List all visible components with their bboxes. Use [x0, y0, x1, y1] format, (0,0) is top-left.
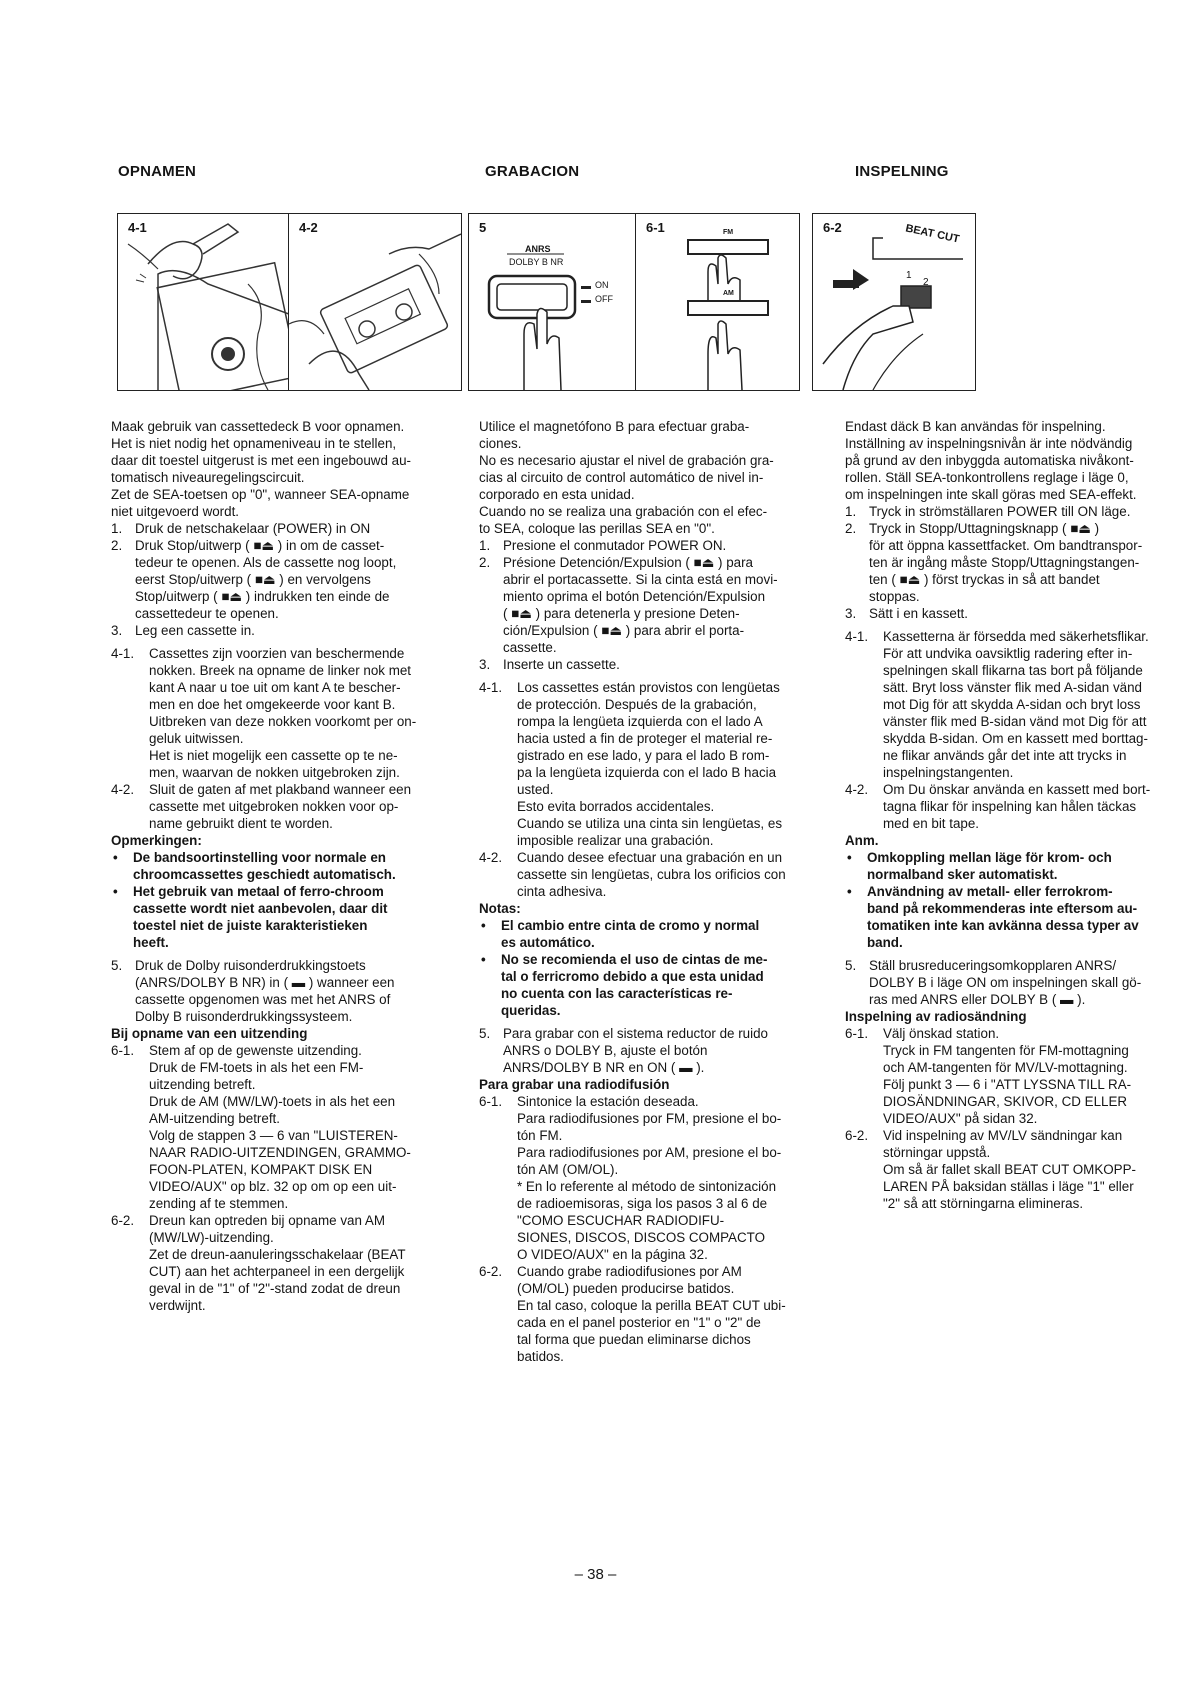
- text-line: usted.: [517, 782, 554, 797]
- bullet-icon: •: [847, 884, 852, 899]
- text-line: chroomcassettes geschiedt automatisch.: [133, 867, 396, 882]
- step-number: 2.: [111, 538, 123, 553]
- step-text: [149, 781, 443, 832]
- step-3: [845, 605, 1175, 622]
- text-line: vänster flik med B-sidan vänd mot Dig för att: [883, 714, 1147, 729]
- step-4-1: [479, 679, 814, 849]
- text-line: ción/Expulsion ( ■⏏ ) para abrir el porta-: [503, 623, 745, 638]
- text-line: ANRS o DOLBY B, ajuste el botón: [503, 1043, 708, 1058]
- text-line: de radioemisoras, siga los pasos 3 al 6 de: [517, 1196, 768, 1211]
- text-line: cassette sin lengüetas, cubra los orificios con: [517, 867, 786, 882]
- text-line: eerst Stop/uitwerp ( ■⏏ ) en vervolgens: [135, 572, 371, 587]
- note-text: [501, 917, 814, 951]
- text-line: (MW/LW)-uitzending.: [149, 1230, 274, 1245]
- text-line: cias al circuito de control automático de nivel in-: [479, 470, 764, 485]
- text-line: heeft.: [133, 935, 169, 950]
- swedish-column: [845, 418, 1175, 1212]
- radio-section-title: Inspelning av radiosändning: [845, 1009, 1027, 1024]
- step-4-1: [845, 628, 1175, 781]
- text-line: tón FM.: [517, 1128, 563, 1143]
- anrs-label: ANRS: [525, 244, 551, 254]
- text-line: El cambio entre cinta de cromo y normal: [501, 918, 760, 933]
- step-1: [845, 503, 1175, 520]
- step-number: 1.: [845, 504, 857, 519]
- step-number: 2.: [479, 555, 491, 570]
- text-line: Inställning av inspelningsnivån är inte nödvändig: [845, 436, 1133, 451]
- text-line: Sintonice la estación deseada.: [517, 1094, 699, 1109]
- text-line: Druk Stop/uitwerp ( ■⏏ ) in om de casset-: [135, 538, 385, 553]
- text-line: hacia usted a fin de proteger el material re-: [517, 731, 773, 746]
- spanish-column: [479, 418, 814, 1365]
- text-line: cassette wordt niet aanbevolen, daar dit: [133, 901, 388, 916]
- text-line: cassettedeur te openen.: [135, 606, 279, 621]
- text-line: ne flikar används går det inte att trycks in: [883, 748, 1127, 763]
- text-line: och AM-tangenten för MV/LV-mottagning.: [883, 1060, 1128, 1075]
- text-line: Tryck in strömställaren POWER till ON läge.: [869, 504, 1131, 519]
- step-2: [845, 520, 1175, 605]
- text-line: De bandsoortinstelling voor normale en: [133, 850, 386, 865]
- text-line: zending af te stemmen.: [149, 1196, 289, 1211]
- text-line: Para radiodifusiones por FM, presione el bo-: [517, 1111, 782, 1126]
- step-number: 5.: [479, 1026, 491, 1041]
- text-line: ciones.: [479, 436, 522, 451]
- text-line: Inserte un cassette.: [503, 657, 620, 672]
- header-dutch: OPNAMEN: [118, 163, 197, 180]
- text-line: imposible realizar una grabación.: [517, 833, 714, 848]
- text-line: pa la lengüeta izquierda con el lado B hacia: [517, 765, 777, 780]
- text-line: men en doe het omgekeerde voor kant B.: [149, 697, 396, 712]
- bullet-icon: •: [113, 884, 118, 899]
- text-line: Het is niet mogelijk een cassette op te ne-: [149, 748, 398, 763]
- step-6-1: [479, 1093, 814, 1263]
- text-line: tal o ferricromo debido a que esta unidad: [501, 969, 764, 984]
- text-line: Tryck in Stopp/Uttagningsknapp ( ■⏏ ): [869, 521, 1100, 536]
- figure-label: 6-1: [646, 220, 665, 235]
- cassette-tab-break-illustration: [118, 214, 289, 390]
- step-text: [503, 1025, 814, 1076]
- text-line: CUT) aan het achterpaneel in een dergelijk: [149, 1264, 405, 1279]
- text-line: AM-uitzending betreft.: [149, 1111, 280, 1126]
- text-line: VIDEO/AUX" på sidan 32.: [883, 1111, 1038, 1126]
- text-line: cassette met uitgebroken nokken voor op-: [149, 799, 399, 814]
- bullet-icon: •: [847, 850, 852, 865]
- step-text: [503, 554, 814, 656]
- text-line: No es necesario ajustar el nivel de grabación gra-: [479, 453, 774, 468]
- text-line: Cuando se utiliza una cinta sin lengüetas, es: [517, 816, 783, 831]
- text-line: niet uitgevoerd wordt.: [111, 504, 240, 519]
- text-line: cinta adhesiva.: [517, 884, 607, 899]
- step-2: [111, 537, 443, 622]
- notes-title: Notas:: [479, 901, 521, 916]
- step-number: 6-2.: [479, 1264, 503, 1279]
- text-line: daar dit toestel uitgerust is met een ingebouwd au-: [111, 453, 411, 468]
- text-line: Druk de Dolby ruisonderdrukkingstoets: [135, 958, 366, 973]
- note-text: [133, 849, 443, 883]
- note-item: [111, 883, 443, 951]
- text-line: ten är ingång måste Stopp/Uttagningstangen-: [869, 555, 1140, 570]
- text-line: Presione el conmutador POWER ON.: [503, 538, 727, 553]
- text-line: Omkoppling mellan läge för krom- och: [867, 850, 1112, 865]
- step-6-1: [111, 1042, 443, 1212]
- step-number: 6-1.: [479, 1094, 503, 1109]
- figure-label: 4-1: [128, 220, 147, 235]
- text-line: men, waarvan de nokken uitgebroken zijn.: [149, 765, 400, 780]
- text-line: toestel niet de juiste karakteristieken: [133, 918, 368, 933]
- step-number: 4-2.: [111, 782, 135, 797]
- position-2-label: 2: [923, 277, 929, 288]
- figure-label: 5: [479, 220, 487, 235]
- step-text: [869, 503, 1175, 520]
- bullet-icon: •: [481, 952, 486, 967]
- text-line: Het gebruik van metaal of ferro-chroom: [133, 884, 384, 899]
- text-line: geval in de "1" of "2"-stand zodat de dreun: [149, 1281, 401, 1296]
- step-number: 3.: [111, 623, 123, 638]
- text-line: ras med ANRS eller DOLBY B ( ▬ ).: [869, 992, 1086, 1007]
- text-line: Följ punkt 3 — 6 i "ATT LYSSNA TILL RA-: [883, 1077, 1132, 1092]
- step-text: [135, 537, 443, 622]
- position-1-label: 1: [906, 270, 912, 281]
- text-line: name gebruikt dient te worden.: [149, 816, 333, 831]
- text-line: Maak gebruik van cassettedeck B voor opnamen.: [111, 419, 405, 434]
- text-line: Cassettes zijn voorzien van beschermende: [149, 646, 405, 661]
- step-text: [517, 1263, 814, 1365]
- text-line: corporado en esta unidad.: [479, 487, 635, 502]
- step-number: 4-2.: [845, 782, 869, 797]
- text-line: Sätt i en kassett.: [869, 606, 968, 621]
- text-line: band.: [867, 935, 903, 950]
- figure-5: [468, 213, 637, 391]
- text-line: En tal caso, coloque la perilla BEAT CUT ubi-: [517, 1298, 786, 1313]
- text-line: Para radiodifusiones por AM, presione el bo-: [517, 1145, 782, 1160]
- text-line: DIOSÄNDNINGAR, SKIVOR, CD ELLER: [883, 1094, 1128, 1109]
- step-number: 6-2.: [845, 1128, 869, 1143]
- step-text: [503, 537, 814, 554]
- text-line: Vid inspelning av MV/LV sändningar kan: [883, 1128, 1123, 1143]
- am-button-label: AM: [723, 290, 734, 297]
- text-line: LAREN PÅ baksidan ställas i läge "1" eller: [883, 1179, 1134, 1194]
- text-line: Cuando grabe radiodifusiones por AM: [517, 1264, 742, 1279]
- beat-cut-label: BEAT CUT: [904, 222, 961, 246]
- text-line: abrir el portacassette. Si la cinta está en movi-: [503, 572, 778, 587]
- text-line: VIDEO/AUX" op blz. 32 op om op een uit-: [149, 1179, 397, 1194]
- step-text: [135, 957, 443, 1025]
- text-line: uitzending betreft.: [149, 1077, 256, 1092]
- text-line: "2" så att störningarna elimineras.: [883, 1196, 1084, 1211]
- note-text: [133, 883, 443, 951]
- text-line: Leg een cassette in.: [135, 623, 255, 638]
- text-line: Om Du önskar använda en kassett med bort-: [883, 782, 1151, 797]
- radio-section-title: Bij opname van een uitzending: [111, 1026, 308, 1041]
- text-line: störningar uppstå.: [883, 1145, 991, 1160]
- text-line: No se recomienda el uso de cintas de me-: [501, 952, 768, 967]
- on-label: ON: [595, 280, 609, 290]
- step-4-2: [479, 849, 814, 900]
- text-line: Välj önskad station.: [883, 1026, 1000, 1041]
- text-line: nokken. Breek na opname de linker nok met: [149, 663, 412, 678]
- text-line: to SEA, coloque las perillas SEA en "0".: [479, 521, 715, 536]
- figure-4-2: [288, 213, 462, 391]
- text-line: spelningen skall flikarna tas bort på följande: [883, 663, 1143, 678]
- text-line: skydda B-sidan. Om en kassett med borttag-: [883, 731, 1148, 746]
- text-line: Stop/uitwerp ( ■⏏ ) indrukken ten einde de: [135, 589, 390, 604]
- text-line: cassette opgenomen was met het ANRS of: [135, 992, 391, 1007]
- step-number: 5.: [845, 958, 857, 973]
- text-line: band på rekommenderas inte eftersom au-: [867, 901, 1138, 916]
- text-line: rollen. Ställ SEA-tonkontrollens reglage i läge 0,: [845, 470, 1129, 485]
- step-number: 6-2.: [111, 1213, 135, 1228]
- text-line: Druk de netschakelaar (POWER) in ON: [135, 521, 371, 536]
- fm-am-buttons-illustration: [636, 214, 799, 390]
- text-line: batidos.: [517, 1349, 564, 1364]
- note-text: [501, 951, 814, 1019]
- text-line: Om så är fallet skall BEAT CUT OMKOPP-: [883, 1162, 1136, 1177]
- step-number: 1.: [111, 521, 123, 536]
- text-line: (ANRS/DOLBY B NR) in ( ▬ ) wanneer een: [135, 975, 395, 990]
- step-2: [479, 554, 814, 656]
- text-line: normalband sker automatiskt.: [867, 867, 1058, 882]
- text-line: gistrado en ese lado, y para el lado B rom-: [517, 748, 770, 763]
- text-line: de protección. Después de la grabación,: [517, 697, 757, 712]
- text-line: Stem af op de gewenste uitzending.: [149, 1043, 362, 1058]
- text-line: DOLBY B i läge ON om inspelningen skall gö-: [869, 975, 1142, 990]
- text-line: sätt. Bryt loss vänster flik med A-sidan vänd: [883, 680, 1142, 695]
- text-line: Het is niet nodig het opnameniveau in te stellen,: [111, 436, 397, 451]
- step-1: [111, 520, 443, 537]
- step-text: [149, 645, 443, 781]
- step-4-2: [845, 781, 1175, 832]
- text-line: Sluit de gaten af met plakband wanneer een: [149, 782, 412, 797]
- step-number: 5.: [111, 958, 123, 973]
- step-number: 2.: [845, 521, 857, 536]
- step-text: [517, 679, 814, 849]
- step-1: [479, 537, 814, 554]
- text-line: stoppas.: [869, 589, 920, 604]
- page-number: – 38 –: [574, 1566, 617, 1583]
- figure-6-1: [635, 213, 800, 391]
- step-number: 3.: [479, 657, 491, 672]
- text-line: tomatisch niveauregelingscircuit.: [111, 470, 305, 485]
- step-3: [479, 656, 814, 673]
- text-line: no cuenta con las características re-: [501, 986, 733, 1001]
- step-5: [845, 957, 1175, 1008]
- text-line: med en bit tape.: [883, 816, 980, 831]
- step-number: 6-1.: [845, 1026, 869, 1041]
- text-line: Para grabar con el sistema reductor de ruido: [503, 1026, 768, 1041]
- text-line: Dreun kan optreden bij opname van AM: [149, 1213, 385, 1228]
- step-text: [503, 656, 814, 673]
- text-line: tedeur te openen. Als de cassette nog loopt,: [135, 555, 397, 570]
- cassette-tape-cover-illustration: [289, 214, 461, 390]
- step-text: [883, 1127, 1175, 1212]
- intro-paragraph: [845, 418, 1175, 503]
- text-line: på grund av den inbyggda automatiska nivåkont-: [845, 453, 1134, 468]
- step-5: [111, 957, 443, 1025]
- text-line: ANRS/DOLBY B NR en ON ( ▬ ).: [503, 1060, 705, 1075]
- step-text: [135, 622, 443, 639]
- text-line: Zet de SEA-toetsen op "0", wanneer SEA-opname: [111, 487, 410, 502]
- dutch-column: [111, 418, 443, 1314]
- fm-button-label: FM: [723, 229, 734, 236]
- step-text: [883, 781, 1175, 832]
- note-text: [867, 849, 1175, 883]
- text-line: "COMO ESCUCHAR RADIODIFU-: [517, 1213, 725, 1228]
- text-line: Présione Detención/Expulsion ( ■⏏ ) para: [503, 555, 753, 570]
- text-line: tomatiken inte kan avkänna dessa typer av: [867, 918, 1139, 933]
- text-line: mot Dig för att skydda A-sidan och bryt loss: [883, 697, 1141, 712]
- bullet-icon: •: [113, 850, 118, 865]
- text-line: om inspelningen inte skall göras med SEA-effekt.: [845, 487, 1137, 502]
- intro-paragraph: [111, 418, 443, 520]
- note-item: [479, 917, 814, 951]
- step-6-2: [111, 1212, 443, 1314]
- text-line: För att undvika oavsiktlig radering efter in-: [883, 646, 1133, 661]
- header-spanish: GRABACION: [485, 163, 580, 180]
- text-line: es automático.: [501, 935, 595, 950]
- step-text: [135, 520, 443, 537]
- text-line: tagna flikar för inspelning kan hålen täckas: [883, 799, 1137, 814]
- step-4-1: [111, 645, 443, 781]
- step-text: [517, 849, 814, 900]
- text-line: SIONES, DISCOS, DISCOS COMPACTO: [517, 1230, 766, 1245]
- text-line: Utilice el magnetófono B para efectuar graba-: [479, 419, 750, 434]
- text-line: Esto evita borrados accidentales.: [517, 799, 715, 814]
- bullet-icon: •: [481, 918, 486, 933]
- notes-title: Anm.: [845, 833, 879, 848]
- note-item: [111, 849, 443, 883]
- note-item: [845, 849, 1175, 883]
- step-text: [149, 1212, 443, 1314]
- text-line: miento oprima el botón Detención/Expulsion: [503, 589, 766, 604]
- text-line: FOON-PLATEN, KOMPAKT DISK EN: [149, 1162, 373, 1177]
- header-swedish: INSPELNING: [855, 163, 949, 180]
- text-line: Dolby B ruisonderdrukkingssysteem.: [135, 1009, 353, 1024]
- text-line: verdwijnt.: [149, 1298, 206, 1313]
- text-line: geluk uitwissen.: [149, 731, 244, 746]
- step-number: 1.: [479, 538, 491, 553]
- text-line: cassette.: [503, 640, 557, 655]
- figure-4-1: [117, 213, 290, 391]
- text-line: Cuando no se realiza una grabación con el efec-: [479, 504, 768, 519]
- text-line: Zet de dreun-aanuleringsschakelaar (BEAT: [149, 1247, 406, 1262]
- text-line: tal forma que puedan eliminarse dichos: [517, 1332, 751, 1347]
- text-line: Druk de AM (MW/LW)-toets in als het een: [149, 1094, 396, 1109]
- step-number: 4-1.: [111, 646, 135, 661]
- text-line: cada en el panel posterior en "1" o "2" de: [517, 1315, 761, 1330]
- step-6-1: [845, 1025, 1175, 1127]
- text-line: rompa la lengüeta izquierda con el lado A: [517, 714, 763, 729]
- step-text: [869, 520, 1175, 605]
- step-text: [883, 628, 1175, 781]
- step-number: 4-2.: [479, 850, 503, 865]
- radio-section-title: Para grabar una radiodifusión: [479, 1077, 670, 1092]
- text-line: ( ■⏏ ) para detenerla y presione Deten-: [503, 606, 740, 621]
- notes-title: Opmerkingen:: [111, 833, 202, 848]
- text-line: (OM/OL) pueden producirse batidos.: [517, 1281, 735, 1296]
- step-number: 6-1.: [111, 1043, 135, 1058]
- text-line: Ställ brusreduceringsomkopplaren ANRS/: [869, 958, 1117, 973]
- step-6-2: [479, 1263, 814, 1365]
- figure-6-2: [812, 213, 976, 391]
- step-text: [869, 957, 1175, 1008]
- step-6-2: [845, 1127, 1175, 1212]
- text-line: Volg de stappen 3 — 6 van "LUISTEREN-: [149, 1128, 398, 1143]
- text-line: queridas.: [501, 1003, 561, 1018]
- text-line: Cuando desee efectuar una grabación en un: [517, 850, 783, 865]
- text-line: ten ( ■⏏ ) först tryckas in så att bandet: [869, 572, 1100, 587]
- step-number: 3.: [845, 606, 857, 621]
- text-line: Kassetterna är försedda med säkerhetsflikar.: [883, 629, 1149, 644]
- text-line: * En lo referente al método de sintonización: [517, 1179, 777, 1194]
- text-line: O VIDEO/AUX" en la página 32.: [517, 1247, 708, 1262]
- figure-label: 4-2: [299, 220, 318, 235]
- step-text: [883, 1025, 1175, 1127]
- step-5: [479, 1025, 814, 1076]
- text-line: för att öppna kassettfacket. Om bandtranspor-: [869, 538, 1143, 553]
- text-line: Uitbreken van deze nokken voorkomt per on-: [149, 714, 417, 729]
- step-text: [869, 605, 1175, 622]
- intro-paragraph: [479, 418, 814, 537]
- note-item: [479, 951, 814, 1019]
- step-text: [149, 1042, 443, 1212]
- text-line: Druk de FM-toets in als het een FM-: [149, 1060, 364, 1075]
- text-line: NAAR RADIO-UITZENDINGEN, GRAMMO-: [149, 1145, 411, 1160]
- text-line: Los cassettes están provistos con lengüetas: [517, 680, 780, 695]
- note-text: [867, 883, 1175, 951]
- step-text: [517, 1093, 814, 1263]
- text-line: Användning av metall- eller ferrokrom-: [867, 884, 1113, 899]
- note-item: [845, 883, 1175, 951]
- off-label: OFF: [595, 294, 613, 304]
- step-4-2: [111, 781, 443, 832]
- step-number: 4-1.: [845, 629, 869, 644]
- step-number: 4-1.: [479, 680, 503, 695]
- text-line: Endast däck B kan användas för inspelning.: [845, 419, 1106, 434]
- figure-label: 6-2: [823, 220, 842, 235]
- text-line: tón AM (OM/OL).: [517, 1162, 619, 1177]
- text-line: Tryck in FM tangenten för FM-mottagning: [883, 1043, 1129, 1058]
- step-3: [111, 622, 443, 639]
- text-line: inspelningstangenten.: [883, 765, 1014, 780]
- dolby-label: DOLBY B NR: [509, 257, 564, 267]
- text-line: kant A naar u toe uit om kant A te bescher-: [149, 680, 401, 695]
